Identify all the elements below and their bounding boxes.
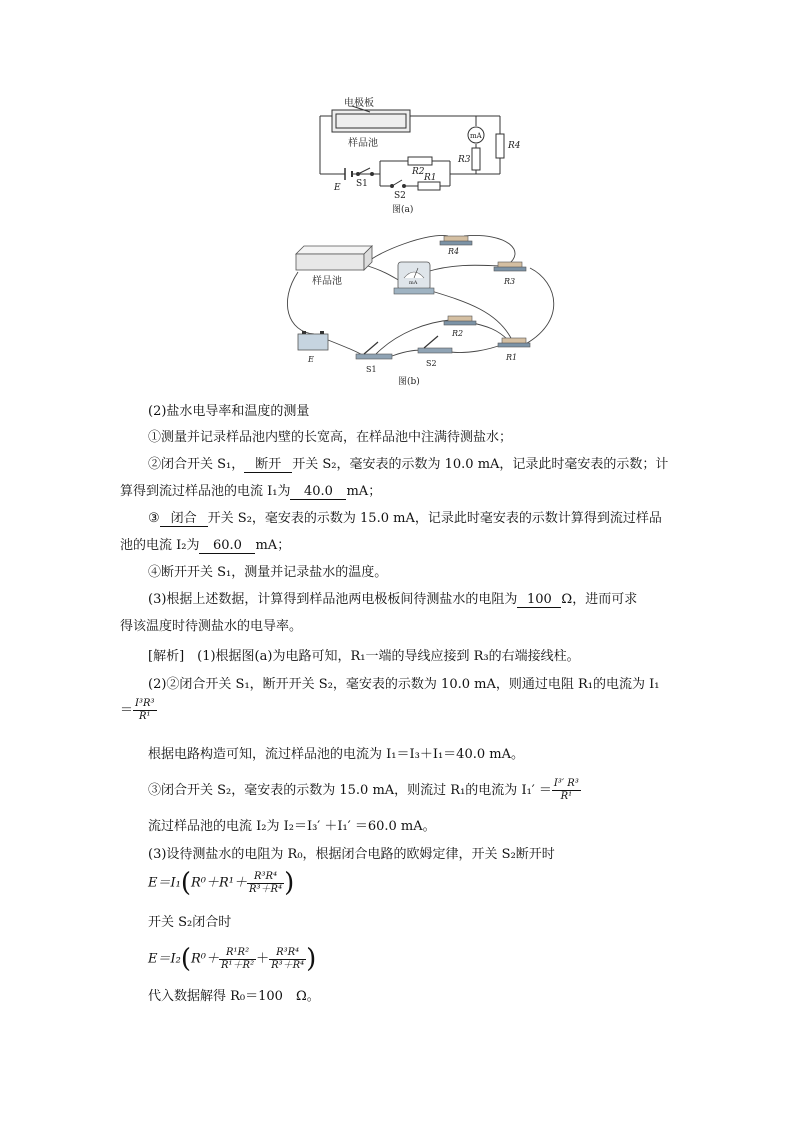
fig-a-r2-label: R2: [412, 167, 425, 177]
answer-blank-3: 闭合: [160, 511, 208, 527]
step-1: ①测量并记录样品池内壁的长宽高，在样品池中注满待测盐水；: [148, 430, 513, 445]
fig-a-e-label: E: [334, 183, 341, 193]
analysis-2-formula: ＝ $\frac{\text{I³R³}}{\text{R¹}}$: [120, 698, 155, 722]
answer-blank-1: 断开: [244, 457, 292, 473]
figure-a-circuit: [300, 96, 530, 220]
fig-a-r1-label: R1: [424, 173, 437, 183]
analysis-6: (3)设待测盐水的电阻为 R₀，根据闭合电路的欧姆定律，开关 S₂断开时: [148, 847, 555, 862]
fig-a-meter-label: mA: [470, 132, 482, 140]
analysis-2: (2)②闭合开关 S₁，断开开关 S₂，毫安表的示数为 10.0 mA，则通过电阻 R₁的电流为 I₁: [148, 677, 660, 692]
step-3: ③ 闭合 开关 S₂，毫安表的示数为 15.0 mA，记录此时毫安表的示数计算得到流过样品: [148, 511, 662, 526]
step-2: ②闭合开关 S₁， 断开 开关 S₂，毫安表的示数为 10.0 mA，记录此时毫安表的示数；计: [148, 457, 669, 472]
step-4: ④断开开关 S₁，测量并记录盐水的温度。: [148, 565, 388, 580]
fraction: $\frac{\text{I³R³}}{\text{R¹}}$: [135, 698, 155, 722]
fig-b-battery: [298, 331, 328, 350]
analysis-7: 开关 S₂闭合时: [148, 915, 232, 930]
fig-b-r2-label: R2: [452, 329, 464, 338]
figure-b-apparatus: [268, 222, 580, 390]
fig-b-r4-label: R4: [448, 247, 460, 256]
equation-2: E＝I₂(R⁰＋ $\frac{\text{R¹R²}}{\text{R¹＋R²}}$ ＋ $\frac{\text{R³R⁴}}{\text{R³＋R⁴}}$ ): [148, 944, 317, 974]
fig-b-s2-label: S2: [426, 359, 437, 368]
fig-b-r1-label: R1: [506, 353, 518, 362]
answer-blank-2: 40.0: [290, 484, 346, 500]
section-2-heading: (2)盐水电导率和温度的测量: [148, 404, 310, 419]
fig-b-caption: 图(b): [398, 377, 420, 387]
analysis-8: 代入数据解得 R₀＝100 Ω。: [148, 989, 320, 1004]
fig-b-r2: [444, 316, 476, 325]
fig-a-s2-label: S2: [394, 191, 406, 201]
fraction: $\frac{\text{R³R⁴}}{\text{R³＋R⁴}}$: [249, 870, 283, 895]
fig-a-electrode-label: 电极板: [344, 98, 374, 109]
step-3-cont: 池的电流 I₂为 60.0 mA；: [120, 538, 291, 553]
fig-b-pool-label: 样品池: [312, 276, 342, 287]
analysis-4: ③闭合开关 S₂，毫安表的示数为 15.0 mA，则流过 R₁的电流为 I₁′ ＝ $\frac{\text{I³′ R³}}{\text{R¹}}$: [148, 778, 579, 802]
answer-blank-4: 60.0: [199, 538, 255, 554]
analysis-1: [解析] (1)根据图(a)为电路可知，R₁一端的导线应接到 R₃的右端接线柱。: [148, 649, 580, 664]
fig-a-r3-label: R3: [458, 155, 471, 165]
fraction: $\frac{\text{I³′ R³}}{\text{R¹}}$: [553, 778, 579, 802]
fraction: $\frac{\text{R³R⁴}}{\text{R³＋R⁴}}$: [271, 946, 305, 971]
fig-a-r4-label: R4: [508, 141, 521, 151]
step-2-cont: 算得到流过样品池的电流 I₁为 40.0 mA；: [120, 484, 382, 499]
fig-b-e-label: E: [308, 355, 314, 364]
fig-b-sample-pool: [296, 246, 372, 270]
fig-b-r3: [494, 262, 526, 271]
fig-b-s1-label: S1: [366, 365, 377, 374]
fig-b-meter-label: mA: [409, 280, 418, 286]
part-3-cont: 得该温度时待测盐水的电导率。: [120, 619, 303, 634]
fig-b-r3-label: R3: [504, 277, 516, 286]
fig-b-r4: [440, 236, 472, 245]
fig-b-s2: [418, 336, 452, 353]
fig-a-caption: 图(a): [392, 205, 414, 215]
fraction: $\frac{\text{R¹R²}}{\text{R¹＋R²}}$: [221, 946, 255, 971]
answer-blank-5: 100: [517, 592, 561, 608]
fig-a-s1-label: S1: [356, 179, 368, 189]
fig-b-r1: [498, 338, 530, 347]
analysis-5: 流过样品池的电流 I₂为 I₂＝I₃′ ＋I₁′ ＝60.0 mA。: [148, 819, 436, 834]
analysis-3: 根据电路构造可知，流过样品池的电流为 I₁＝I₃＋I₁＝40.0 mA。: [148, 747, 524, 762]
part-3: (3)根据上述数据，计算得到样品池两电极板间待测盐水的电阻为 100 Ω，进而可求: [148, 592, 638, 607]
fig-a-pool-label: 样品池: [348, 138, 378, 149]
equation-1: E＝I₁(R⁰＋R¹＋ $\frac{\text{R³R⁴}}{\text{R³＋R⁴}}$ ): [148, 868, 295, 898]
fig-b-meter: [394, 262, 434, 294]
